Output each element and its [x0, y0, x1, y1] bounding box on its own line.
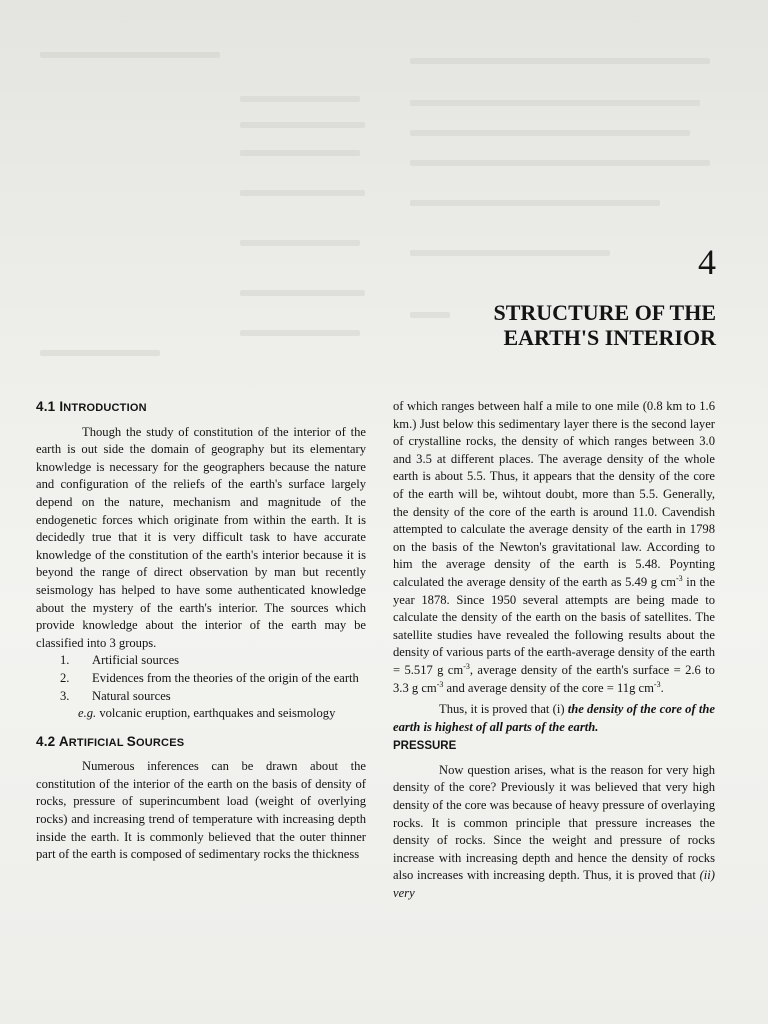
superscript: -3 — [675, 573, 683, 583]
introduction-paragraph: Though the study of constitution of the interior of the earth is out side the domain of geography but its elementary knowledge is necessary for the geographers because the nature and configuration of the reliefs of the earth's surface largely depend on the nature, mechanism and magnitude of the endogenetic forces which originate from within the earth. It is decidedly true that it is very difficult task to have accurate knowledge of the constitution of the earth's interior because it is beyond the range of direct observation by man but recently seismology has helped to have some authenticated knowledge about the mystery of the earth's interior. The sources which provide knowledge about the interior of the earth may be classified into 3 groups. — [36, 424, 366, 650]
pressure-text: Now question arises, what is the reason for very high density of the core? Previously it was believed that very high density of the core was because of heavy pressure of overlaying rocks. It is common principle that pressure increases the density of rocks. Since the weight and pressure of rocks increase with increasing depth and hence the density of rocks also increases with increasing depth. Thus, it is proved that — [393, 762, 715, 883]
pressure-emphasis: (ii) very — [393, 868, 715, 901]
density-text: in the year 1878. Since 1950 several attempts are being made to calculate the density of the earth on the basis of satellites. The satellite studies have revealed the following results about the density of various parts of the earth-average density of the earth = 5.517 g cm — [393, 574, 715, 677]
density-text: of which ranges between half a mile to one mile (0.8 km to 1.6 km.) Just below this sedimentary layer there is the second layer of crystalline rocks, the density of which ranges between 3.0 and 3.5 at different places. The average density of the whole earth is about 5.5. Thus, it appears that the density of the core of the earth will be, wihtout doubt, more than 5.5. Generally, the density of the core of the earth is around 11.0. Cavendish attempted to calculate the average density of the earth in 1798 on the basis of the Newton's gravitational law. According to him the average density of the earth is 5.48. Poynting calculated the average density of the earth as 5.49 g cm — [393, 399, 715, 589]
density-text: . — [660, 680, 664, 695]
list-item-text: Artificial sources — [92, 653, 180, 668]
list-item-number: 2. — [60, 670, 70, 685]
section-title-initial: S — [126, 733, 137, 749]
chapter-title-line-2: EARTH'S INTERIOR — [503, 325, 716, 350]
conclusion-paragraph — [393, 701, 715, 736]
chapter-title — [316, 300, 716, 350]
density-text: and average density of the core = 11g cm — [443, 680, 654, 695]
superscript: -3 — [436, 679, 444, 689]
section-number: 4.2 — [36, 733, 59, 749]
list-item-number: 3. — [60, 688, 70, 703]
list-item-number: 1. — [60, 653, 70, 668]
list-item-text: Evidences from the theories of the origin of the earth — [92, 670, 359, 685]
example-text: volcanic eruption, earthquakes and seismology — [96, 706, 336, 721]
list-item-text: Natural sources — [92, 688, 171, 703]
list-item — [60, 688, 366, 706]
chapter-title-line-1: STRUCTURE OF THE — [493, 300, 716, 325]
pressure-paragraph — [393, 762, 715, 903]
conclusion-text: Thus, it is proved that (i) — [439, 702, 568, 717]
density-paragraph — [393, 398, 715, 697]
artificial-sources-paragraph: Numerous inferences can be drawn about the constitution of the interior of the earth on the basis of density of rocks, pressure of superincumbent load (weight of overlying rocks) and increasing trend of temperature with increasing depth inside the earth. It is commonly believed that the outer thinner part of the earth is composed of sedimentary rocks the thickness — [36, 759, 366, 862]
pressure-heading: PRESSURE — [393, 740, 457, 753]
section-title-initial: I — [59, 399, 64, 414]
example-note — [36, 705, 366, 723]
right-column — [393, 398, 715, 903]
example-prefix: e.g. — [78, 706, 97, 721]
section-title-rest: OURCES — [136, 736, 185, 749]
section-heading-artificial-sources — [36, 733, 366, 753]
left-column — [36, 398, 366, 864]
section-number: 4.1 — [36, 399, 60, 414]
section-title-initial: A — [58, 733, 69, 749]
chapter-number: 4 — [698, 242, 716, 282]
section-heading-introduction — [36, 398, 366, 418]
superscript: -3 — [653, 679, 661, 689]
section-title-rest: RTIFICIAL — [68, 736, 127, 749]
density-text: , average density of the earth's surface = 2.6 to 3.3 g cm — [393, 662, 715, 695]
superscript: -3 — [463, 661, 470, 671]
section-title-rest: NTRODUCTION — [63, 402, 147, 414]
sources-list — [36, 652, 366, 705]
list-item — [60, 652, 366, 670]
conclusion-emphasis: the density of the core of the earth is highest of all parts of the earth. — [393, 702, 715, 734]
list-item — [60, 670, 366, 688]
